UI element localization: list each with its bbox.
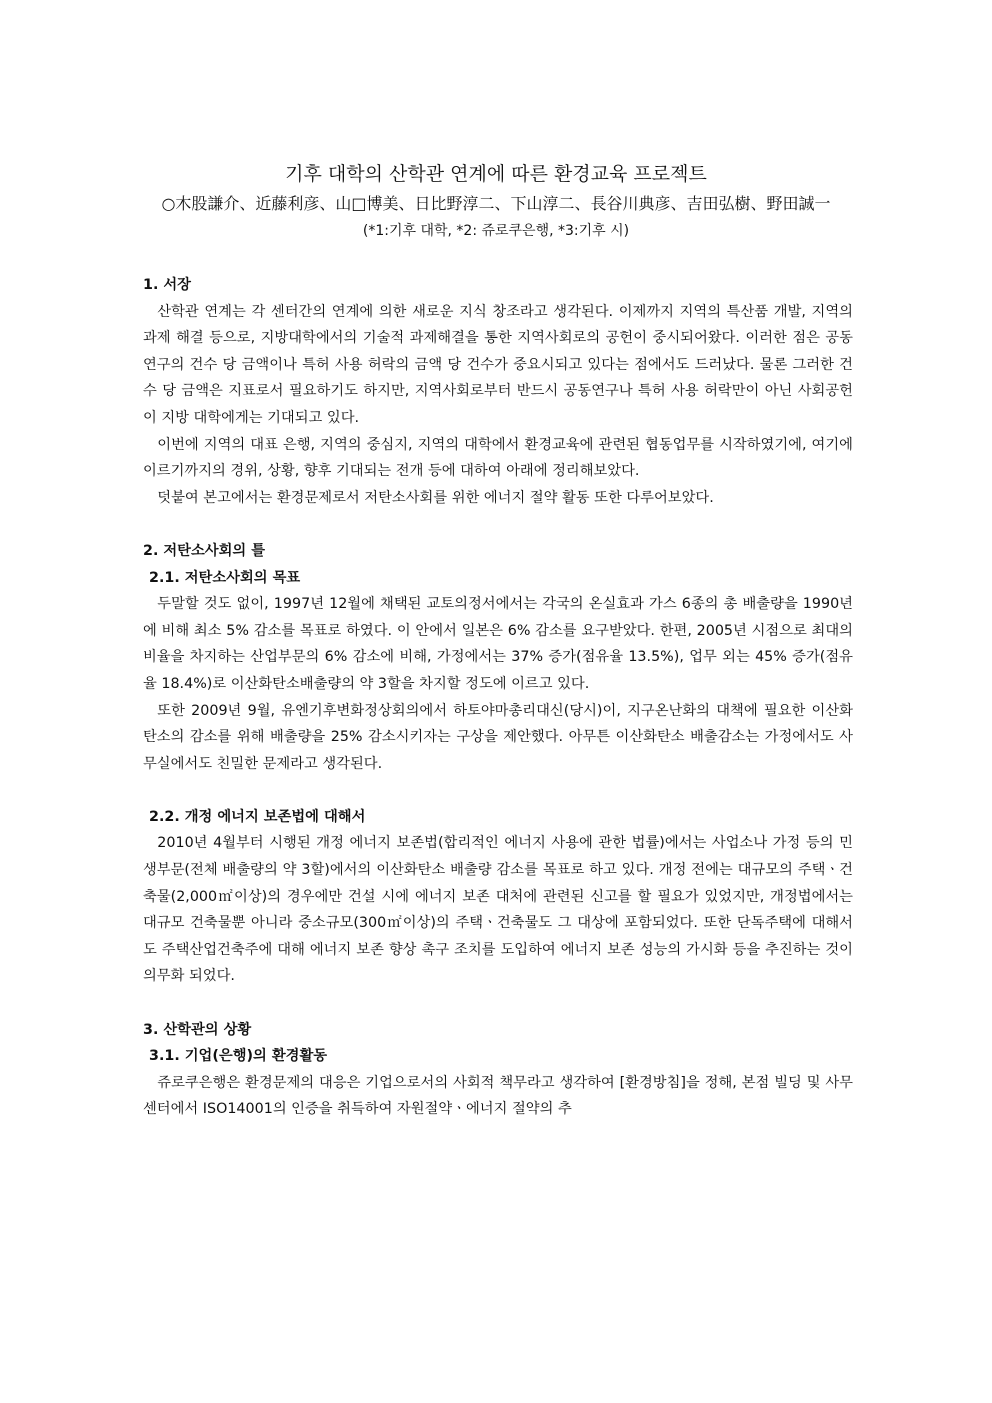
- section-2-1-paragraph-1: 두말할 것도 없이, 1997년 12월에 채택된 교토의정서에서는 각국의 온실효과 가스 6종의 총 배출량을 1990년에 비해 최소 5% 감소를 목표로 하였다. 이 안에서 일본은 6% 감소를 요구받았다. 한편, 2005년 시점으로 최대의 비율을 차지하는 산업부문의 6% 감소에 비해, 가정에서는 37% 증가(점유율 13.5%), 업무 외는 45% 증가(점유율 18.4%)로 이산화탄소배출량의 약 3할을 차지할 정도에 이르고 있다.: [143, 596, 853, 692]
- section-2-2-paragraph-1: 2010년 4월부터 시행된 개정 에너지 보존법(합리적인 에너지 사용에 관한 법률)에서는 사업소나 가정 등의 민생부문(전체 배출량의 약 3할)에서의 이산화탄소 배출량 감소를 목표로 하고 있다. 개정 전에는 대규모의 주택ㆍ건축물(2,000㎡이상)의 경우에만 건설 시에 에너지 보존 대처에 관련된 신고를 할 필요가 있었지만, 개정법에서는 대규모 건축물뿐 아니라 중소규모(300㎡이상)의 주택ㆍ건축물도 그 대상에 포함되었다. 또한 단독주택에 대해서도 주택산업건축주에 대해 에너지 보존 향상 촉구 조치를 도입하여 에너지 보존 성능의 가시화 등을 추진하는 것이 의무화 되었다.: [143, 835, 853, 985]
- section-1-paragraph-2: 이번에 지역의 대표 은행, 지역의 중심지, 지역의 대학에서 환경교육에 관련된 협동업무를 시작하였기에, 여기에 이르기까지의 경위, 상황, 향후 기대되는 전개 등에 대하여 아래에 정리해보았다.: [143, 436, 853, 480]
- section-1-heading: 1. 서장: [143, 277, 191, 293]
- section-2-heading: 2. 저탄소사회의 틀: [143, 542, 266, 559]
- section-2-1-paragraph-2: 또한 2009년 9월, 유엔기후변화정상회의에서 하토야마총리대신(당시)이, 지구온난화의 대책에 필요한 이산화탄소의 감소를 위해 배출량을 25% 감소시키자는 구상을 제안했다. 아무튼 이산화탄소 배출감소는 가정에서도 사무실에서도 친밀한 문제라고 생각된다.: [143, 702, 853, 772]
- spacer: [143, 990, 853, 1017]
- author-list: ○木股謙介、近藤利彦、山□博美、日比野淳二、下山淳二、長谷川典彦、吉田弘樹、野田誠一: [161, 194, 831, 213]
- section-3-heading: 3. 산학관의 상황: [143, 1021, 252, 1038]
- spacer: [143, 777, 853, 804]
- section-3-1-heading: 3.1. 기업(은행)의 환경활동: [149, 1048, 328, 1065]
- section-3-1-paragraph-1: 쥬로쿠은행은 환경문제의 대응은 기업으로서의 사회적 책무라고 생각하여 [환경방침]을 정해, 본점 빌딩 및 사무센터에서 ISO14001의 인증을 취득하여 자원절약ㆍ에너지 절약의 추: [143, 1074, 853, 1118]
- paper-title: 기후 대학의 산학관 연계에 따른 환경교육 프로젝트: [285, 163, 707, 185]
- section-1-paragraph-1: 산학관 연계는 각 센터간의 연계에 의한 새로운 지식 창조라고 생각된다. 이제까지 지역의 특산품 개발, 지역의 과제 해결 등으로, 지방대학에서의 기술적 과제해결을 통한 지역사회로의 공헌이 중시되어왔다. 이러한 점은 공동연구의 건수 당 금액이나 특허 사용 허락의 금액 당 건수가 중요시되고 있다는 점에서도 드러났다. 물론 그러한 건수 당 금액은 지표로서 필요하기도 하지만, 지역사회로부터 반드시 공동연구나 특허 사용 허락만이 아닌 사회공헌이 지방 대학에게는 기대되고 있다.: [143, 303, 853, 426]
- spacer: [143, 511, 853, 538]
- paper-body: [143, 272, 853, 1123]
- section-1-paragraph-3: 덧붙여 본고에서는 환경문제로서 저탄소사회를 위한 에너지 절약 활동 또한 다루어보았다.: [157, 489, 714, 506]
- affiliation-line: (*1:기후 대학, *2: 쥬로쿠은행, *3:기후 시): [362, 223, 630, 239]
- section-2-2-heading: 2.2. 개정 에너지 보존법에 대해서: [149, 808, 366, 825]
- section-2-1-heading: 2.1. 저탄소사회의 목표: [149, 569, 301, 586]
